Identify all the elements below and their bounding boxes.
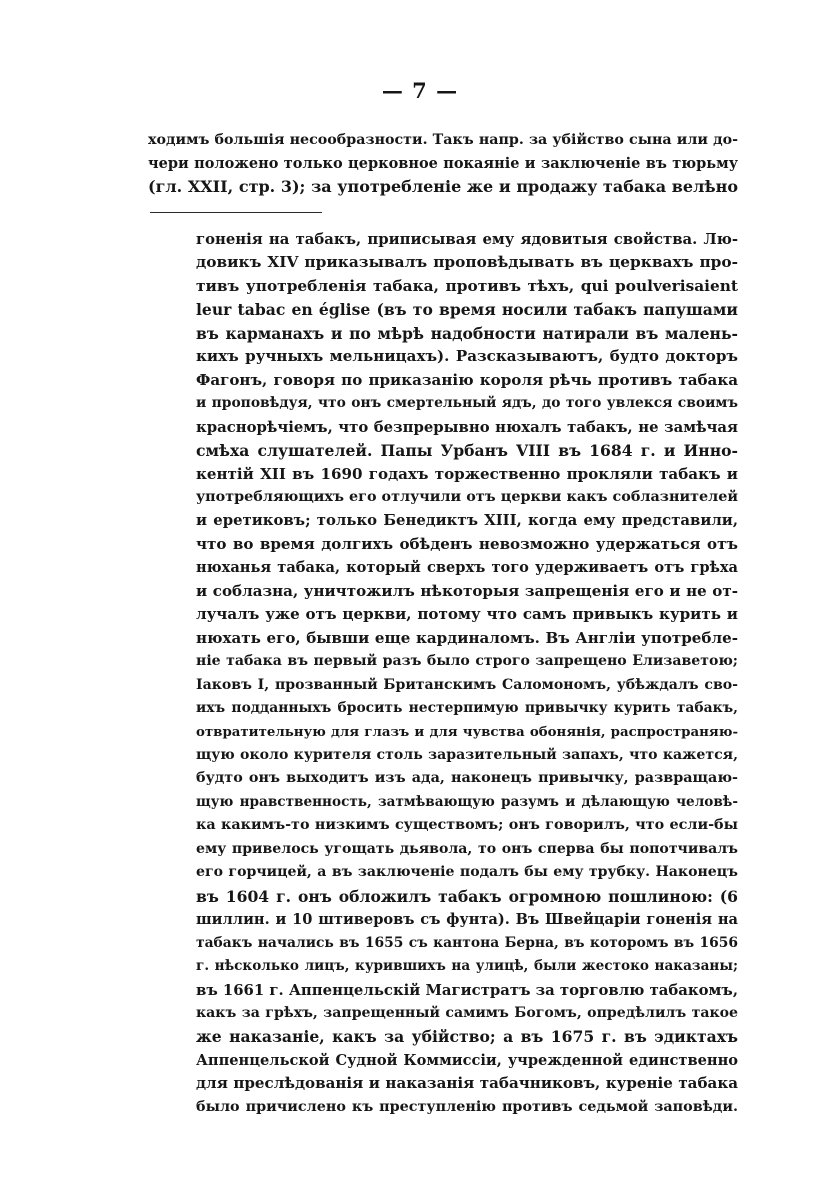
main-text-line: ходимъ большія несообразности. Такъ напр. за убійство сына или до- — [148, 132, 738, 148]
footnote-line: и еретиковъ; только Бенедиктъ XIII, когда ему представили, — [196, 511, 738, 530]
footnote-line: щую около курителя столь заразительный запахъ, что кажется, — [196, 746, 738, 763]
footnote — [196, 228, 738, 1119]
footnote-line: ему привелось угощать дьявола, то онъ сперва бы попотчивалъ — [196, 840, 738, 857]
footnote-line: краснорѣчіемъ, что безпрерывно нюхалъ табакъ, не замѣчая — [196, 417, 738, 436]
footnote-line: въ 1604 г. онъ обложилъ табакъ огромною пошлиною: (6 — [196, 886, 738, 906]
footnote-line: гоненія на табакъ, приписывая ему ядовитыя свойства. Лю- — [196, 230, 738, 248]
footnote-line: смѣха слушателей. Папы Урбанъ VIII въ 1684 г. и Инно- — [196, 441, 738, 461]
footnote-line: и соблазна, уничтожилъ нѣкоторыя запрещенія его и не от- — [196, 581, 738, 600]
footnote-line: щую нравственность, затмѣвающую разумъ и дѣлающую человѣ- — [196, 793, 738, 810]
footnote-line: отвратительную для глазъ и для чувства обонянія, распространяю- — [196, 723, 738, 740]
footnote-divider — [150, 212, 322, 213]
footnote-line: тивъ употребленія табака, противъ тѣхъ, qui poulverisaient — [196, 276, 738, 295]
main-text — [148, 129, 738, 198]
footnote-line: было причислено къ преступленію противъ седьмой заповѣди. — [196, 1098, 738, 1115]
footnote-line: лучалъ уже отъ церкви, потому что самъ привыкъ курить и — [196, 605, 738, 624]
footnote-line: его горчицей, а въ заключеніе подалъ бы ему трубку. Наконецъ — [196, 864, 738, 881]
footnote-line: кентій XII въ 1690 годахъ торжественно прокляли табакъ и — [196, 464, 738, 483]
footnote-line: будто онъ выходитъ изъ ада, наконецъ привычку, развращаю- — [196, 770, 738, 787]
footnote-line: кихъ ручныхъ мельницахъ). Разсказываютъ, будто докторъ — [196, 347, 738, 366]
footnote-line: Аппенцельской Судной Коммиссіи, учрежденной единственно — [196, 1051, 738, 1069]
footnote-line: ихъ подданныхъ бросить нестерпимую привычку курить табакъ, — [196, 700, 738, 717]
footnote-line: нюханья табака, который сверхъ того удерживаетъ отъ грѣха — [196, 559, 738, 577]
footnote-line: ніе табака въ первый разъ было строго запрещено Елизаветою; — [196, 653, 738, 670]
footnote-line: употребляющихъ его отлучили отъ церкви какъ соблазнителей — [196, 488, 738, 505]
footnote-line: шиллин. и 10 штиверовъ съ фунта). Въ Швейцаріи гоненія на — [196, 911, 738, 929]
main-text-line: чери положено только церковное покаяніе и заключеніе въ тюрьму — [148, 155, 738, 172]
page-number: — 7 — — [381, 78, 459, 103]
footnote-line: какъ за грѣхъ, запрещенный самимъ Богомъ, опредѣлилъ такое — [196, 1004, 738, 1021]
footnote-line: для преслѣдованія и наказанія табачниковъ, куреніе табака — [196, 1074, 738, 1093]
footnote-line: ка какимъ-то низкимъ существомъ; онъ говорилъ, что если-бы — [196, 817, 738, 834]
footnote-line: Фагонъ, говоря по приказанію короля рѣчь противъ табака — [196, 370, 738, 389]
main-text-line: (гл. XXII, стр. 3); за употребленіе же и продажу табака велѣно — [148, 177, 738, 196]
footnote-line: г. нѣсколько лицъ, курившихъ на улицѣ, были жестоко наказаны; — [196, 958, 738, 975]
footnote-line: что во время долгихъ обѣденъ невозможно удержаться отъ — [196, 534, 738, 553]
footnote-line: Іаковъ I, прозванный Британскимъ Саломономъ, убѣждалъ сво- — [196, 676, 738, 693]
footnote-line: въ карманахъ и по мѣрѣ надобности натирали въ малень- — [196, 323, 738, 343]
footnote-line: и проповѣдуя, что онъ смертельный ядъ, до того увлекся своимъ — [196, 395, 738, 412]
footnote-line: же наказаніе, какъ за убійство; а въ 1675 г. въ эдиктахъ — [196, 1027, 738, 1047]
footnote-line: въ 1661 г. Аппенцельскій Магистратъ за торговлю табакомъ, — [196, 980, 738, 999]
footnote-line: нюхать его, бывши еще кардиналомъ. Въ Англіи употребле- — [196, 628, 738, 647]
footnote-line: табакъ начались въ 1655 съ кантона Берна, въ которомъ въ 1656 — [196, 934, 738, 951]
footnote-line: leur tabac en église (въ то время носили табакъ папушами — [196, 300, 738, 320]
footnote-line: довикъ XIV приказывалъ проповѣдывать въ церквахъ про- — [196, 253, 738, 272]
